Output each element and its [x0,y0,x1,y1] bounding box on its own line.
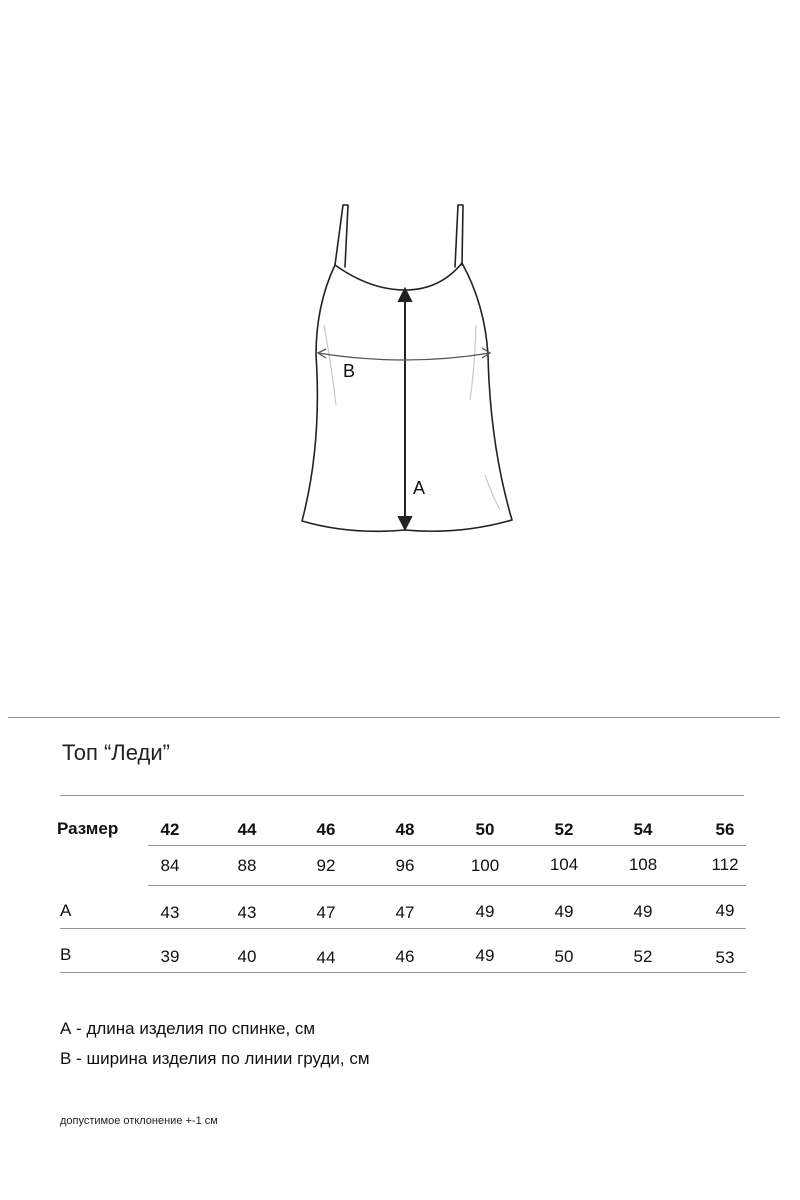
size-cell: 56 [715,820,735,839]
garment-illustration [280,195,520,540]
chest-cell: 92 [316,856,336,875]
legend-b: В - ширина изделия по линии груди, см [60,1049,370,1068]
left-strap [335,205,348,267]
b-cell: 52 [633,947,653,966]
chest-cell: 96 [395,856,415,875]
label-b: B [343,361,356,381]
size-cell: 50 [475,820,495,839]
b-cell: 50 [554,947,574,966]
section-divider [8,717,780,718]
b-cell: 40 [237,947,257,966]
chest-cell: 84 [160,856,180,875]
table-rule-bottom [60,972,746,973]
a-cell: 49 [475,902,495,921]
a-cell: 43 [160,903,180,922]
table-rule-top [60,795,744,796]
product-title: Топ “Леди” [62,740,170,765]
a-cell: 49 [715,901,735,920]
chest-cell: 88 [237,856,257,875]
b-cell: 44 [316,948,336,967]
chest-cell: 104 [549,855,579,874]
b-cell: 53 [715,948,735,967]
size-header-label: Размер [57,819,119,838]
a-cell: 43 [237,903,257,922]
size-cell: 48 [395,820,415,839]
table-rule [60,928,746,929]
size-cell: 44 [237,820,257,839]
measure-a-arrow [399,289,411,529]
b-cell: 39 [160,947,180,966]
a-cell: 49 [633,902,653,921]
b-cell: 46 [395,947,415,966]
a-cell: 47 [316,903,336,922]
label-a: A [413,478,426,498]
size-cell: 54 [633,820,653,839]
legend-a: А - длина изделия по спинке, см [60,1019,316,1038]
row-label-b: B [60,945,72,964]
row-label-a: A [60,901,72,920]
chest-cell: 108 [628,855,658,874]
a-cell: 49 [554,902,574,921]
chest-cell: 100 [470,856,500,875]
size-cell: 46 [316,820,336,839]
table-rule [148,845,746,846]
a-cell: 47 [395,903,415,922]
table-rule [148,885,746,886]
chest-cell: 112 [711,855,739,874]
tolerance-note: допустимое отклонение +-1 см [60,1115,218,1127]
b-cell: 49 [475,946,495,965]
size-cell: 52 [554,820,574,839]
garment-outline [302,263,512,531]
right-strap [455,205,463,267]
size-cell: 42 [160,820,180,839]
